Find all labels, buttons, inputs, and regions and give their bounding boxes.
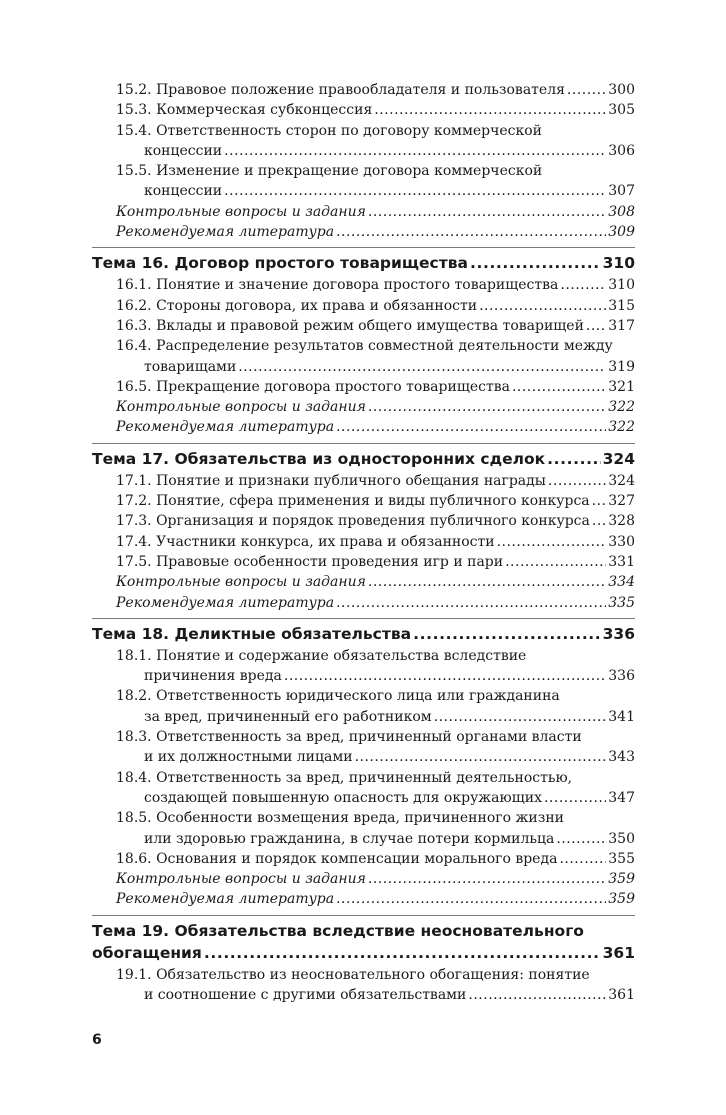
entry-line bbox=[116, 80, 635, 100]
entry-title: 17.2. Понятие, сфера применения и виды публичного конкурса bbox=[116, 493, 590, 510]
toc-section-entry[interactable] bbox=[92, 727, 635, 768]
entry-line bbox=[116, 316, 635, 336]
entry-title: или здоровью гражданина, в случае потери кормильца bbox=[144, 830, 555, 847]
entry-line bbox=[116, 849, 635, 869]
entry-page-number: 322 bbox=[608, 399, 635, 416]
toc-section-entry[interactable] bbox=[92, 491, 635, 511]
topic-title: обогащения bbox=[92, 943, 202, 962]
entry-line bbox=[116, 471, 635, 491]
entry-title: Контрольные вопросы и задания bbox=[116, 574, 366, 591]
entry-page-number: 310 bbox=[608, 277, 635, 294]
entry-title: 18.6. Основания и порядок компенсации морального вреда bbox=[116, 850, 558, 867]
dot-leader bbox=[512, 377, 606, 397]
entry-line bbox=[116, 552, 635, 572]
dot-leader bbox=[586, 316, 606, 336]
toc-section-entry[interactable] bbox=[92, 100, 635, 120]
dot-leader bbox=[224, 141, 606, 161]
topic-line bbox=[92, 252, 635, 274]
entry-line bbox=[116, 222, 635, 242]
toc-auxiliary-entry[interactable] bbox=[92, 417, 635, 437]
entry-title: Рекомендуемая литература bbox=[116, 891, 335, 908]
entry-title: концессии bbox=[144, 183, 223, 200]
entry-line bbox=[116, 965, 635, 985]
toc-section-entry[interactable] bbox=[92, 552, 635, 572]
topic-title: Тема 19. Обязательства вследствие неосновательного bbox=[92, 921, 584, 940]
entry-title: 19.1. Обязательство из неосновательного обогащения: понятие bbox=[116, 966, 590, 983]
entry-title: 16.5. Прекращение договора простого товарищества bbox=[116, 378, 510, 395]
entry-line bbox=[116, 181, 635, 201]
entry-page-number: 322 bbox=[608, 419, 635, 436]
topic-heading[interactable] bbox=[92, 623, 635, 645]
dot-leader bbox=[548, 471, 606, 491]
dot-leader bbox=[434, 707, 607, 727]
entry-page-number: 327 bbox=[608, 493, 635, 510]
entry-title: 15.4. Ответственность сторон по договору коммерческой bbox=[116, 122, 542, 139]
entry-title: 17.5. Правовые особенности проведения игр и пари bbox=[116, 553, 504, 570]
entry-page-number: 341 bbox=[608, 708, 635, 725]
topic-block bbox=[92, 915, 635, 1006]
entry-title: 18.5. Особенности возмещения вреда, причиненного жизни bbox=[116, 810, 564, 827]
topic-heading[interactable] bbox=[92, 448, 635, 470]
topic-title: Тема 16. Договор простого товарищества bbox=[92, 254, 468, 273]
entry-title: 18.4. Ответственность за вред, причиненный деятельностью, bbox=[116, 769, 573, 786]
entry-line bbox=[116, 869, 635, 889]
entry-line bbox=[116, 511, 635, 531]
entry-title: концессии bbox=[144, 142, 223, 159]
dot-leader bbox=[560, 275, 606, 295]
dot-leader bbox=[204, 942, 601, 964]
dot-leader bbox=[368, 869, 606, 889]
entry-page-number: 335 bbox=[608, 594, 635, 611]
entry-line bbox=[116, 747, 635, 767]
topic-heading[interactable] bbox=[92, 252, 635, 274]
entry-line bbox=[116, 161, 635, 181]
dot-leader bbox=[505, 552, 606, 572]
table-of-contents bbox=[92, 80, 635, 1005]
entry-title: 17.1. Понятие и признаки публичного обещания награды bbox=[116, 472, 546, 489]
dot-leader bbox=[336, 417, 606, 437]
topic-title: Тема 18. Деликтные обязательства bbox=[92, 624, 412, 643]
entry-line bbox=[116, 357, 635, 377]
entry-title: 15.3. Коммерческая субконцессия bbox=[116, 102, 373, 119]
dot-leader bbox=[592, 491, 607, 511]
toc-auxiliary-entry[interactable] bbox=[92, 202, 635, 222]
dot-leader bbox=[497, 532, 607, 552]
toc-section-entry[interactable] bbox=[92, 532, 635, 552]
topic-page-number: 361 bbox=[602, 943, 635, 962]
entry-page-number: 305 bbox=[608, 102, 635, 119]
entry-page-number: 347 bbox=[608, 789, 635, 806]
dot-leader bbox=[559, 849, 606, 869]
entry-page-number: 350 bbox=[608, 830, 635, 847]
entry-line bbox=[116, 377, 635, 397]
toc-section-entry[interactable] bbox=[92, 686, 635, 727]
entry-title: 16.4. Распределение результатов совместной деятельности между bbox=[116, 338, 613, 355]
entry-title: 15.2. Правовое положение правообладателя и пользователя bbox=[116, 82, 565, 98]
topic-block bbox=[92, 618, 635, 910]
entry-title: Контрольные вопросы и задания bbox=[116, 399, 366, 416]
entry-title: создающей повышенную опасность для окружающих bbox=[144, 789, 542, 806]
entry-line bbox=[116, 336, 635, 356]
toc-section-entry[interactable] bbox=[92, 808, 635, 849]
toc-section-entry[interactable] bbox=[92, 80, 635, 100]
dot-leader bbox=[567, 80, 606, 100]
dot-leader bbox=[368, 202, 606, 222]
dot-leader bbox=[556, 829, 606, 849]
entry-line bbox=[116, 397, 635, 417]
entry-line bbox=[116, 666, 635, 686]
entry-title: 16.1. Понятие и значение договора простого товарищества bbox=[116, 277, 559, 294]
entry-line bbox=[116, 686, 635, 706]
toc-section-entry[interactable] bbox=[92, 121, 635, 162]
toc-section-entry[interactable] bbox=[92, 965, 635, 1006]
entry-line bbox=[116, 572, 635, 592]
entry-title: 18.1. Понятие и содержание обязательства вследствие bbox=[116, 647, 527, 664]
dot-leader bbox=[336, 593, 606, 613]
entry-page-number: 328 bbox=[608, 513, 635, 530]
entry-title: и их должностными лицами bbox=[144, 749, 353, 766]
topic-title: Тема 17. Обязательства из односторонних сделок bbox=[92, 449, 546, 468]
entry-title: 17.4. Участники конкурса, их права и обязанности bbox=[116, 533, 495, 550]
entry-line bbox=[116, 100, 635, 120]
toc-section-entry[interactable] bbox=[92, 316, 635, 336]
entry-title: за вред, причиненный его работником bbox=[144, 708, 432, 725]
entry-title: Рекомендуемая литература bbox=[116, 419, 335, 436]
dot-leader bbox=[413, 623, 601, 645]
topic-heading[interactable] bbox=[92, 920, 635, 964]
entry-line bbox=[116, 788, 635, 808]
topic-line bbox=[92, 623, 635, 645]
dot-leader bbox=[355, 747, 607, 767]
entry-page-number: 334 bbox=[608, 574, 635, 591]
entry-page-number: 300 bbox=[608, 82, 635, 98]
entry-title: Рекомендуемая литература bbox=[116, 594, 335, 611]
entry-title: товарищами bbox=[144, 358, 237, 375]
entry-line bbox=[116, 768, 635, 788]
page-number: 6 bbox=[92, 1032, 102, 1048]
entry-title: Контрольные вопросы и задания bbox=[116, 871, 366, 888]
toc-auxiliary-entry[interactable] bbox=[92, 593, 635, 613]
entry-line bbox=[116, 829, 635, 849]
entry-page-number: 317 bbox=[608, 317, 635, 334]
entry-title: 18.2. Ответственность юридического лица или гражданина bbox=[116, 688, 560, 705]
entry-page-number: 330 bbox=[608, 533, 635, 550]
entry-line bbox=[116, 646, 635, 666]
entry-line bbox=[116, 491, 635, 511]
toc-auxiliary-entry[interactable] bbox=[92, 222, 635, 242]
entry-page-number: 343 bbox=[608, 749, 635, 766]
entry-line bbox=[116, 275, 635, 295]
topic-page-number: 310 bbox=[602, 254, 635, 273]
entry-page-number: 361 bbox=[608, 986, 635, 1003]
toc-auxiliary-entry[interactable] bbox=[92, 397, 635, 417]
entry-page-number: 359 bbox=[608, 891, 635, 908]
dot-leader bbox=[224, 181, 606, 201]
entry-page-number: 359 bbox=[608, 871, 635, 888]
topic-block bbox=[92, 247, 635, 437]
toc-section-entry[interactable] bbox=[92, 646, 635, 687]
entry-line bbox=[116, 417, 635, 437]
dot-leader bbox=[547, 448, 601, 470]
entry-title: 15.5. Изменение и прекращение договора коммерческой bbox=[116, 163, 543, 180]
entry-line bbox=[116, 727, 635, 747]
entry-page-number: 319 bbox=[608, 358, 635, 375]
dot-leader bbox=[374, 100, 606, 120]
entry-page-number: 324 bbox=[608, 472, 635, 489]
entry-page-number: 355 bbox=[608, 850, 635, 867]
entry-line bbox=[116, 202, 635, 222]
entry-page-number: 331 bbox=[608, 553, 635, 570]
toc-auxiliary-entry[interactable] bbox=[92, 889, 635, 909]
entry-title: причинения вреда bbox=[144, 668, 282, 685]
entry-title: и соотношение с другими обязательствами bbox=[144, 986, 467, 1003]
dot-leader bbox=[284, 666, 606, 686]
dot-leader bbox=[468, 985, 606, 1005]
toc-section-entry[interactable] bbox=[92, 275, 635, 295]
topic-line bbox=[92, 942, 635, 964]
entry-line bbox=[116, 889, 635, 909]
entry-line bbox=[116, 593, 635, 613]
dot-leader bbox=[336, 222, 606, 242]
entry-title: 16.3. Вклады и правовой режим общего имущества товарищей bbox=[116, 317, 584, 334]
toc-auxiliary-entry[interactable] bbox=[92, 572, 635, 592]
topic-block bbox=[92, 443, 635, 613]
entry-page-number: 306 bbox=[608, 142, 635, 159]
toc-section-entry[interactable] bbox=[92, 377, 635, 397]
topic-line bbox=[92, 920, 635, 942]
entry-line bbox=[116, 532, 635, 552]
toc-section-entry[interactable] bbox=[92, 849, 635, 869]
entry-line bbox=[116, 141, 635, 161]
entry-title: 17.3. Организация и порядок проведения публичного конкурса bbox=[116, 513, 590, 530]
entry-line bbox=[116, 985, 635, 1005]
dot-leader bbox=[470, 252, 601, 274]
entry-page-number: 321 bbox=[608, 378, 635, 395]
toc-section-entry[interactable] bbox=[92, 768, 635, 809]
entry-title: 18.3. Ответственность за вред, причиненный органами власти bbox=[116, 729, 582, 746]
entry-page-number: 307 bbox=[608, 183, 635, 200]
dot-leader bbox=[368, 572, 606, 592]
topic-line bbox=[92, 448, 635, 470]
entry-page-number: 336 bbox=[608, 668, 635, 685]
entry-line bbox=[116, 808, 635, 828]
topic-page-number: 336 bbox=[602, 624, 635, 643]
topic-page-number: 324 bbox=[602, 449, 635, 468]
entry-page-number: 308 bbox=[608, 203, 635, 220]
toc-section-entry[interactable] bbox=[92, 511, 635, 531]
entry-line bbox=[116, 296, 635, 316]
toc-section-entry[interactable] bbox=[92, 161, 635, 202]
entry-page-number: 309 bbox=[608, 224, 635, 241]
toc-section-entry[interactable] bbox=[92, 296, 635, 316]
dot-leader bbox=[592, 511, 606, 531]
toc-auxiliary-entry[interactable] bbox=[92, 869, 635, 889]
entry-page-number: 315 bbox=[608, 297, 635, 314]
entry-title: Контрольные вопросы и задания bbox=[116, 203, 366, 220]
entry-line bbox=[116, 121, 635, 141]
dot-leader bbox=[368, 397, 606, 417]
dot-leader bbox=[336, 889, 606, 909]
toc-section-entry[interactable] bbox=[92, 336, 635, 377]
dot-leader bbox=[544, 788, 606, 808]
dot-leader bbox=[479, 296, 606, 316]
entry-title: Рекомендуемая литература bbox=[116, 224, 335, 241]
entry-line bbox=[116, 707, 635, 727]
dot-leader bbox=[238, 357, 606, 377]
entry-title: 16.2. Стороны договора, их права и обязанности bbox=[116, 297, 478, 314]
toc-section-entry[interactable] bbox=[92, 471, 635, 491]
